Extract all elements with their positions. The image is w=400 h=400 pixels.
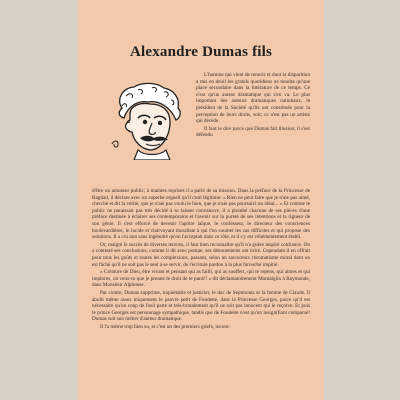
paragraph: Par contre, Dumas supprime, inquiétable et justicier, le duc de Septmonts et la femme de Claude. Il abolit même assez iniquement le pauvre petit de Fondette, dans la Princesse Georges, parce qu'il est nécessaire qu'un coup de fusil parte et très-brutalement qu'il ne soit pas innocent qui le reçoive. Et puis le prince Georges est personnage sympathique, tandis que de Fondette n'est qu'un insignifiant comparse! Dumas suit son métier d'auteur dramatique. (92, 289, 310, 323)
paragraph: Il faut le dire parce que Dumas fait illusion; il s'est défendu (196, 125, 310, 139)
full-column (92, 188, 310, 331)
caricature-portrait (108, 78, 188, 160)
paragraph: Il l'a même trop bien su, et c'est un des premiers griefs, incom- (100, 323, 231, 330)
right-column (196, 72, 310, 140)
book-page (78, 0, 324, 400)
paragraph: L'homme qui vient de mourir et dont la disparition a mis en deuil les grands quotidiens ne tiendra qu'une place secondaire dans la littérature de ce temps. Ce n'est qu'un auteur dramatique qui s'en va. Le plus important des auteurs dramatiques nationaux, le président de la Société qu'ils ont constituée pour la perception de leurs droits, soit; ce n'est pas un artiste qui décède. (196, 72, 310, 125)
paragraph: d'être un amuseur public; à maintes reprises il a parlé de sa mission. Dans la préface de la Princesse de Bagdad, il déclare avec un superbe orgueil qu'il croit légitime: « Rien ne peut faire que je n'aie pas aimé, cherché et dit la vérité, que je n'aie pas voulu le bien, que je n'aie pas poursuivi un idéal... » Et comme le public ne paraissait pas très décidé à se laisser convaincre, il a plombé chacune de ses pièces d'une préface destinée à éclairer ses contemporains et l'avenir sur la pureté de ses intentions et la rigueur de son génie. Il s'est efforcé de devenir l'apôtre laïque, le confesseur, le directeur des consciences boulevardières, le lucide et clairvoyant moraliste à qui l'on soumet les cas difficiles et qui propose des solutions. Il a cru non sans ingénuité qu'on l'acceptait dans ce rôle, et il s'y est véhémentement établi. (92, 188, 310, 241)
page-title: Alexandre Dumas fils (129, 44, 273, 60)
paragraph: « Créature de Dieu, être vivant et pensant qui as failli, qui as souffert, qui te repens, qui aimes et qui implores, où veux-tu que je prenne le droit de te punir? » dit déclamatoirement Montaiglin à Raymonde, dans Monsieur Alphonse. (92, 269, 310, 289)
paragraph: Or, malgré le succès de diverses œuvres, il faut bien reconnaître qu'il n'a guère inspiré confiance. On a contesté ses conclusions, comme il dit avec pompe; ses dénouements ont irrité. Cependant il en offrait pour tous les goûts et toutes les complexions, passant, selon un savoureux chromatisme moral dont on est fâché qu'il ne soit pas le seul à se servir, de l'écriture pardon à la plus farouche impitié. (92, 241, 310, 268)
